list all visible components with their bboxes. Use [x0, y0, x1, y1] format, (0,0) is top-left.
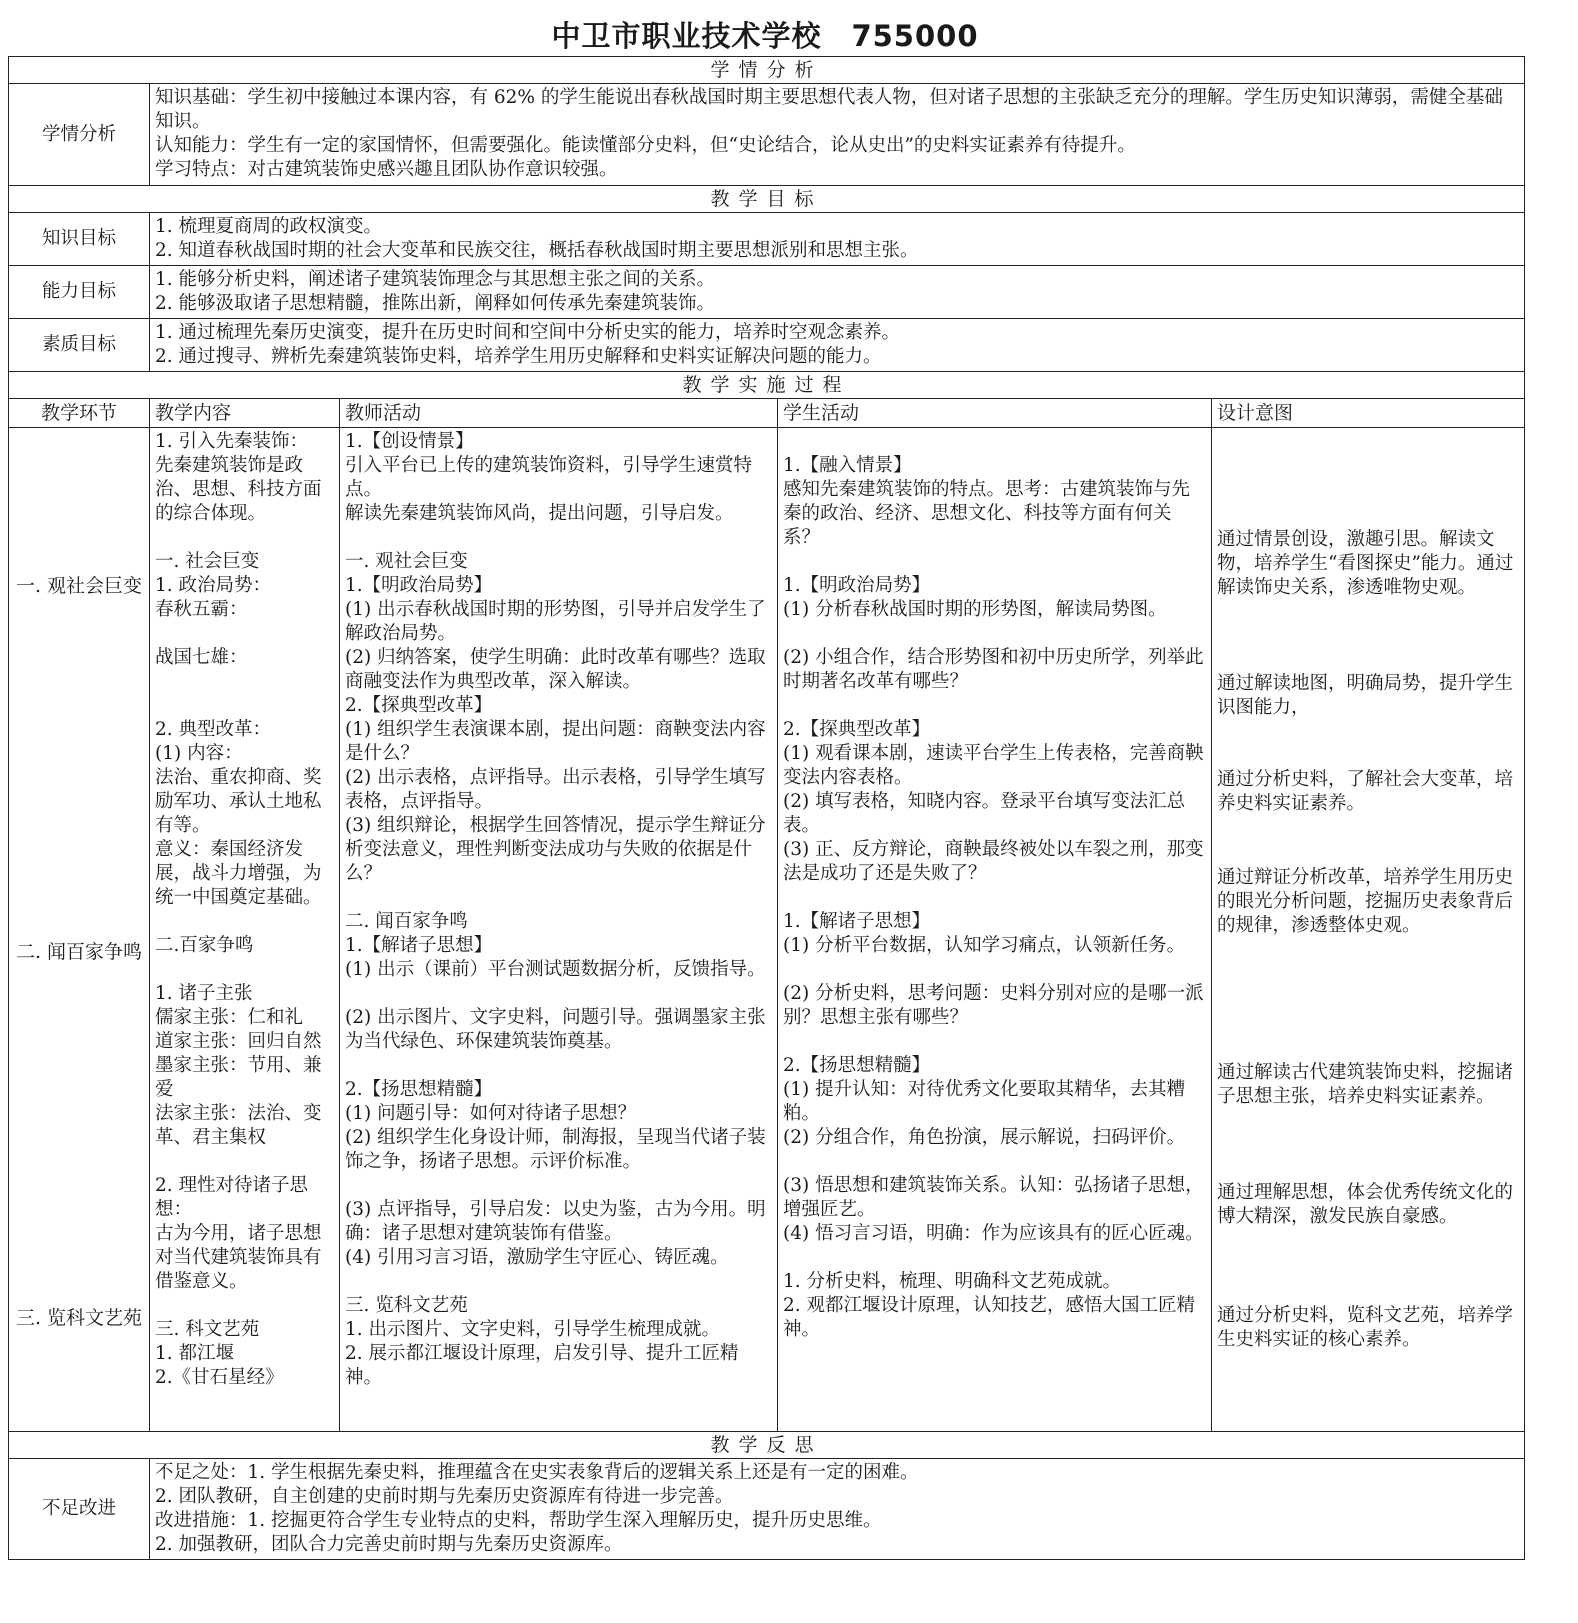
- teacher-line: [345, 886, 772, 910]
- student-line: (1) 分析春秋战国时期的形势图，解读局势图。: [783, 599, 1167, 620]
- intent-block: 通过情景创设，激趣引思。解读文物，培养学生“看图探史”能力。通过解读饰史关系，渗透唯物史观。: [1217, 529, 1514, 598]
- content-line: 三. 科文艺苑: [155, 1319, 260, 1340]
- lesson-plan-table: [8, 56, 1525, 1560]
- teacher-line: (1) 问题引导：如何对待诸子思想？: [345, 1103, 637, 1124]
- student-line: (3) 正、反方辩论，商鞅最终被处以车裂之刑，那变法是成功了还是失败了？: [783, 839, 1204, 884]
- teacher-line: 1.【明政治局势】: [345, 575, 493, 596]
- teacher-line: 2.【探典型改革】: [345, 695, 493, 716]
- student-line: (2) 填写表格，知晓内容。登录平台填写变法汇总表。: [783, 791, 1186, 836]
- student-line: 1.【融入情景】: [783, 455, 912, 476]
- col-header-student: 学生活动: [778, 399, 1212, 428]
- content-line: 先秦建筑装饰是政治、思想、科技方面的综合体现。: [155, 455, 322, 524]
- student-line: (2) 分组合作，角色扮演，展示解说，扫码评价。: [783, 1127, 1186, 1148]
- content-line: [155, 1294, 334, 1318]
- teacher-line: [345, 1174, 772, 1198]
- fansi-label: 不足改进: [9, 1459, 150, 1560]
- content-line: [155, 670, 334, 694]
- xueqing-line: 认知能力：学生有一定的家国情怀，但需要强化。能读懂部分史料，但“史论结合，论从史出”的史料实证素养有待提升。: [155, 135, 1136, 156]
- teacher-column: [340, 428, 778, 1432]
- student-line: (2) 分析史料，思考问题：史料分别对应的是哪一派别？思想主张有哪些？: [783, 983, 1204, 1028]
- content-line: [155, 622, 334, 646]
- student-line: 2.【扬思想精髓】: [783, 1055, 931, 1076]
- content-line: 古为今用，诸子思想对当代建筑装饰具有借鉴意义。: [155, 1223, 322, 1292]
- xueqing-line: 学习特点：对古建筑装饰史感兴趣且团队协作意识较强。: [155, 159, 618, 180]
- teacher-line: (1) 出示春秋战国时期的形势图，引导并启发学生了解政治局势。: [345, 599, 766, 644]
- content-line: 春秋五霸：: [155, 599, 248, 620]
- content-line: 1. 诸子主张: [155, 983, 253, 1004]
- xueqing-content: [150, 84, 1525, 186]
- goal-line: 1. 通过梳理先秦历史演变，提升在历史时间和空间中分析史实的能力，培养时空观念素养。: [155, 322, 901, 343]
- student-line: 1.【明政治局势】: [783, 575, 931, 596]
- content-line: 法家主张：法治、变革、君主集权: [155, 1103, 322, 1148]
- stage-1: 一. 观社会巨变: [15, 575, 143, 597]
- student-line: 感知先秦建筑装饰的特点。思考：古建筑装饰与先秦的政治、经济、思想文化、科技等方面有何关系？: [783, 479, 1191, 548]
- teacher-line: 解读先秦建筑装饰风尚，提出问题，引导启发。: [345, 503, 734, 524]
- goal-content-quality: [150, 319, 1525, 372]
- fansi-content: [150, 1459, 1525, 1560]
- student-line: 1. 分析史料，梳理、明确科文艺苑成就。: [783, 1271, 1122, 1292]
- student-column: [778, 428, 1212, 1432]
- student-line: [783, 550, 1206, 574]
- student-line: [783, 1246, 1206, 1270]
- student-line: 1.【解诸子思想】: [783, 911, 931, 932]
- teacher-line: [345, 1270, 772, 1294]
- content-line: 2. 理性对待诸子思想：: [155, 1175, 309, 1220]
- student-line: [783, 886, 1206, 910]
- stage-3: 三. 览科文艺苑: [15, 1307, 143, 1329]
- teacher-line: (3) 点评指导，引导启发：以史为鉴，古为今用。明确：诸子思想对建筑装饰有借鉴。: [345, 1199, 766, 1244]
- intent-block: 通过分析史料，览科文艺苑，培养学生史料实证的核心素养。: [1217, 1305, 1514, 1350]
- xueqing-line: 知识基础：学生初中接触过本课内容，有 62% 的学生能说出春秋战国时期主要思想代表人物，但对诸子思想的主张缺乏充分的理解。学生历史知识薄弱，需健全基础知识。: [155, 87, 1503, 132]
- student-line: (1) 提升认知：对待优秀文化要取其精华，去其糟粕。: [783, 1079, 1186, 1124]
- teacher-line: (2) 组织学生化身设计师，制海报，呈现当代诸子装饰之争，扬诸子思想。示评价标准。: [345, 1127, 766, 1172]
- content-column: [150, 428, 340, 1432]
- goal-line: 2. 知道春秋战国时期的社会大变革和民族交往，概括春秋战国时期主要思想派别和思想主张。: [155, 240, 919, 261]
- content-line: 墨家主张：节用、兼爱: [155, 1055, 322, 1100]
- student-line: (2) 小组合作，结合形势图和初中历史所学，列举此时期著名改革有哪些？: [783, 647, 1204, 692]
- col-header-intent: 设计意图: [1212, 399, 1525, 428]
- stage-2: 二. 闻百家争鸣: [15, 941, 143, 963]
- content-line: [155, 1150, 334, 1174]
- col-header-content: 教学内容: [150, 399, 340, 428]
- fansi-line: 不足之处：1. 学生根据先秦史料，推理蕴含在史实表象背后的逻辑关系上还是有一定的困难。: [155, 1462, 919, 1483]
- content-line: [155, 694, 334, 718]
- teacher-line: [345, 526, 772, 550]
- goal-label-ability: 能力目标: [9, 266, 150, 319]
- teacher-line: 1.【解诸子思想】: [345, 935, 493, 956]
- teacher-line: (2) 归纳答案，使学生明确：此时改革有哪些？选取商融变法作为典型改革，深入解读。: [345, 647, 766, 692]
- goal-content-ability: [150, 266, 1525, 319]
- goal-line: 2. 能够汲取诸子思想精髓，推陈出新，阐释如何传承先秦建筑装饰。: [155, 293, 716, 314]
- teacher-line: 2.【扬思想精髓】: [345, 1079, 493, 1100]
- content-line: 道家主张：回归自然: [155, 1031, 322, 1052]
- content-line: 1. 引入先秦装饰：: [155, 431, 309, 452]
- intent-block: 通过解读地图，明确局势，提升学生识图能力，: [1217, 673, 1514, 718]
- col-header-stage: 教学环节: [9, 399, 150, 428]
- fansi-line: 2. 加强教研，团队合力完善史前时期与先秦历史资源库。: [155, 1534, 623, 1555]
- content-line: 2. 典型改革：: [155, 719, 272, 740]
- intent-column: [1212, 428, 1525, 1432]
- student-line: [783, 694, 1206, 718]
- teacher-line: (3) 组织辩论，根据学生回答情况，提示学生辩证分析变法意义，理性判断变法成功与失败的依据是什么？: [345, 815, 766, 884]
- goal-line: 1. 梳理夏商周的政权演变。: [155, 216, 383, 237]
- intent-block: 通过理解思想，体会优秀传统文化的博大精深，激发民族自豪感。: [1217, 1182, 1514, 1227]
- teacher-line: 一. 观社会巨变: [345, 551, 468, 572]
- teacher-line: (2) 出示图片、文字史料，问题引导。强调墨家主张为当代绿色、环保建筑装饰奠基。: [345, 1007, 766, 1052]
- content-line: 法治、重农抑商、奖励军功、承认土地私有等。: [155, 767, 322, 836]
- student-line: (1) 分析平台数据，认知学习痛点，认领新任务。: [783, 935, 1186, 956]
- goal-line: 2. 通过搜寻、辨析先秦建筑装饰史料，培养学生用历史解释和史料实证解决问题的能力。: [155, 346, 882, 367]
- teacher-line: (2) 出示表格，点评指导。出示表格，引导学生填写表格，点评指导。: [345, 767, 766, 812]
- teacher-line: [345, 1054, 772, 1078]
- section-header-xueqing: 学情分析: [9, 57, 1525, 84]
- content-line: 战国七雄：: [155, 647, 248, 668]
- teacher-line: 1.【创设情景】: [345, 431, 474, 452]
- col-header-teacher: 教师活动: [340, 399, 778, 428]
- content-line: [155, 910, 334, 934]
- teacher-line: [345, 982, 772, 1006]
- intent-block: 通过解读古代建筑装饰史料，挖掘诸子思想主张，培养史料实证素养。: [1217, 1062, 1514, 1107]
- student-line: (3) 悟思想和建筑装饰关系。认知：弘扬诸子思想，增强匠艺。: [783, 1175, 1204, 1220]
- student-line: 2.【探典型改革】: [783, 719, 931, 740]
- section-header-fansi: 教学反思: [9, 1432, 1525, 1459]
- teacher-line: 二. 闻百家争鸣: [345, 911, 468, 932]
- teacher-line: 2. 展示都江堰设计原理，启发引导、提升工匠精神。: [345, 1343, 739, 1388]
- stage-column: [9, 428, 150, 1432]
- page-title: 中卫市职业技术学校 755000: [551, 19, 979, 53]
- section-header-mubiao: 教学目标: [9, 186, 1525, 213]
- student-line: 2. 观都江堰设计原理，认知技艺，感悟大国工匠精神。: [783, 1295, 1196, 1340]
- content-line: 1. 都江堰: [155, 1343, 235, 1364]
- fansi-line: 2. 团队教研，自主创建的史前时期与先秦历史资源库有待进一步完善。: [155, 1486, 734, 1507]
- content-line: 二.百家争鸣: [155, 935, 254, 956]
- content-line: (1) 内容：: [155, 743, 243, 764]
- content-line: 1. 政治局势：: [155, 575, 272, 596]
- goal-line: 1. 能够分析史料，阐述诸子建筑装饰理念与其思想主张之间的关系。: [155, 269, 716, 290]
- xueqing-label: 学情分析: [9, 84, 150, 186]
- goal-content-knowledge: [150, 213, 1525, 266]
- student-line: [783, 622, 1206, 646]
- teacher-line: (4) 引用习言习语，激励学生守匠心、铸匠魂。: [345, 1247, 729, 1268]
- student-line: [783, 1030, 1206, 1054]
- content-line: [155, 526, 334, 550]
- student-line: (1) 观看课本剧，速读平台学生上传表格，完善商鞅变法内容表格。: [783, 743, 1204, 788]
- intent-block: 通过分析史料，了解社会大变革，培养史料实证素养。: [1217, 769, 1514, 814]
- student-line: (4) 悟习言习语，明确：作为应该具有的匠心匠魂。: [783, 1223, 1204, 1244]
- intent-block: 通过辩证分析改革，培养学生用历史的眼光分析问题，挖掘历史表象背后的规律，渗透整体史观。: [1217, 867, 1514, 936]
- content-line: [155, 958, 334, 982]
- teacher-line: 引入平台已上传的建筑装饰资料，引导学生速赏特点。: [345, 455, 753, 500]
- teacher-line: (1) 组织学生表演课本剧，提出问题：商鞅变法内容是什么？: [345, 719, 766, 764]
- content-line: 意义：秦国经济发展，战斗力增强，为统一中国奠定基础。: [155, 839, 322, 908]
- student-line: [783, 430, 1206, 454]
- goal-label-quality: 素质目标: [9, 319, 150, 372]
- content-line: 儒家主张：仁和礼: [155, 1007, 304, 1028]
- teacher-line: 1. 出示图片、文字史料，引导学生梳理成就。: [345, 1319, 721, 1340]
- student-line: [783, 958, 1206, 982]
- teacher-line: 三. 览科文艺苑: [345, 1295, 468, 1316]
- content-line: 一. 社会巨变: [155, 551, 260, 572]
- content-line: 2.《甘石星经》: [155, 1367, 284, 1388]
- teacher-line: (1) 出示（课前）平台测试题数据分析，反馈指导。: [345, 959, 766, 980]
- section-header-guocheng: 教学实施过程: [9, 372, 1525, 399]
- fansi-line: 改进措施：1. 挖掘更符合学生专业特点的史料，帮助学生深入理解历史，提升历史思维。: [155, 1510, 882, 1531]
- goal-label-knowledge: 知识目标: [9, 213, 150, 266]
- student-line: [783, 1150, 1206, 1174]
